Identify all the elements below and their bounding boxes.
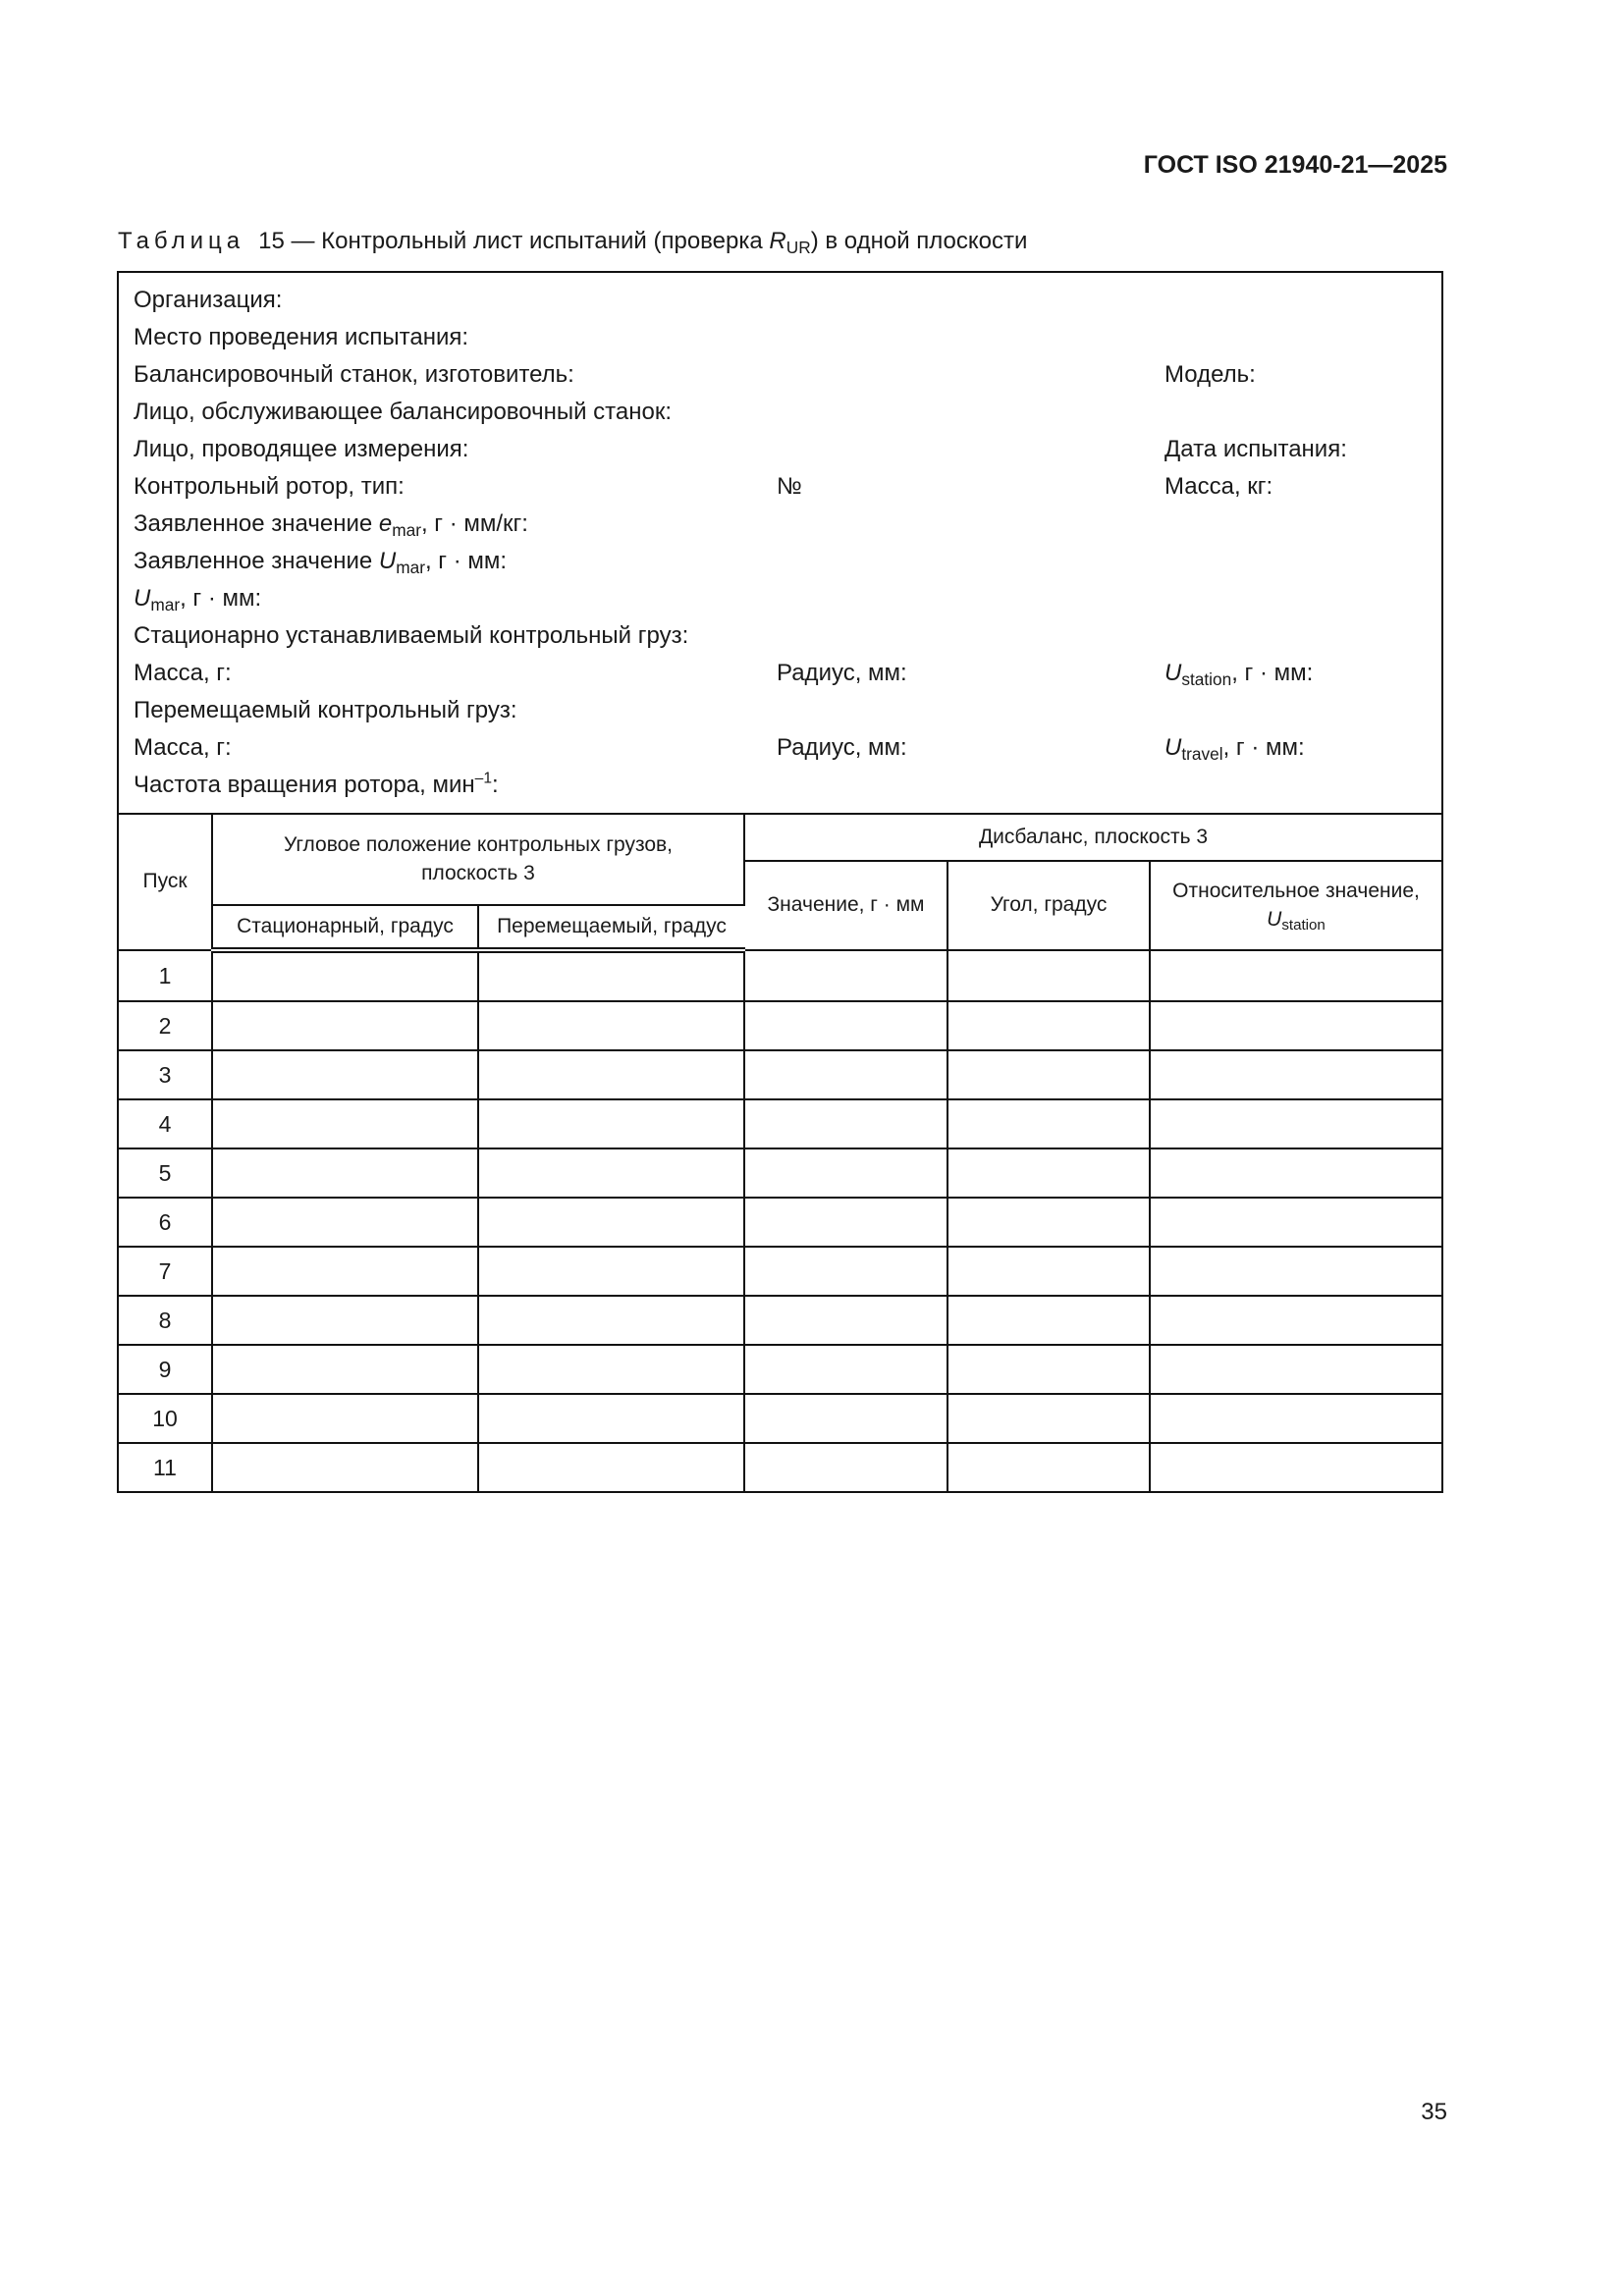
- document-id: ГОСТ ISO 21940-21—2025: [1143, 151, 1447, 179]
- emar-suffix: , г · мм/кг:: [420, 510, 528, 537]
- travel-angle-cell[interactable]: [478, 1198, 744, 1247]
- table-row: [119, 1198, 1441, 1247]
- test-checklist-form: [117, 271, 1443, 1493]
- umar-subscript: mar: [396, 557, 425, 577]
- info-row-rotor-speed: [134, 767, 1441, 804]
- speed-superscript: –1: [474, 770, 493, 787]
- ustation-subscript: station: [1181, 668, 1232, 689]
- stationary-mass-label: Масса, г:: [134, 660, 232, 686]
- travel-angle-cell[interactable]: [478, 1296, 744, 1345]
- caption-text-after: ) в одной плоскости: [810, 228, 1028, 254]
- utravel-symbol: U: [1164, 734, 1182, 761]
- travel-angle-cell[interactable]: [478, 950, 744, 1001]
- umar-suffix: , г · мм:: [424, 548, 508, 574]
- travel-radius-label: Радиус, мм:: [777, 734, 907, 761]
- info-row-umar: [134, 543, 1441, 580]
- unbalance-value-cell[interactable]: [744, 1198, 947, 1247]
- speed-suffix: :: [492, 772, 499, 798]
- unbalance-angle-cell[interactable]: [947, 1247, 1150, 1296]
- run-number-cell: 2: [119, 1001, 212, 1050]
- info-row-rotor: [134, 468, 1441, 506]
- emar-label: [134, 510, 528, 540]
- unbalance-value-cell[interactable]: [744, 1247, 947, 1296]
- info-row-organization: [134, 282, 1441, 319]
- table-row: [119, 1247, 1441, 1296]
- table-body: [119, 950, 1441, 1492]
- unbalance-value-cell[interactable]: [744, 1443, 947, 1492]
- unbalance-angle-cell[interactable]: [947, 1198, 1150, 1247]
- rotor-mass-label: Масса, кг:: [1164, 473, 1273, 500]
- relative-symbol: U: [1267, 907, 1282, 931]
- table-row: [119, 1296, 1441, 1345]
- header-angular-position: Угловое положение контрольных грузов, плоскость 3: [212, 814, 744, 905]
- run-number-cell: 10: [119, 1394, 212, 1443]
- header-value: Значение, г · мм: [744, 861, 947, 950]
- caption-symbol: R: [769, 228, 786, 254]
- relative-label: Относительное значение,: [1172, 880, 1420, 903]
- info-row-travel-weight: [134, 692, 1441, 729]
- unbalance-angle-cell[interactable]: [947, 1050, 1150, 1099]
- table-row: [119, 1345, 1441, 1394]
- unbalance-angle-cell[interactable]: [947, 1001, 1150, 1050]
- run-number-cell: 11: [119, 1443, 212, 1492]
- relative-value-cell[interactable]: [1150, 1345, 1441, 1394]
- stationary-angle-cell[interactable]: [212, 950, 478, 1001]
- header-unbalance: Дисбаланс, плоскость 3: [744, 814, 1441, 861]
- stationary-angle-cell[interactable]: [212, 1345, 478, 1394]
- umar-symbol: U: [378, 548, 397, 574]
- relative-subscript: station: [1281, 916, 1326, 934]
- measurer-label: Лицо, проводящее измерения:: [134, 436, 469, 462]
- umar-value-symbol: U: [134, 585, 151, 612]
- table-row: [119, 1394, 1441, 1443]
- travel-angle-cell[interactable]: [478, 1345, 744, 1394]
- utravel-label: [1164, 729, 1305, 767]
- relative-value-cell[interactable]: [1150, 1001, 1441, 1050]
- emar-prefix: Заявленное значение: [134, 510, 379, 537]
- page-number: 35: [1421, 2099, 1447, 2125]
- travel-angle-cell[interactable]: [478, 1001, 744, 1050]
- stationary-angle-cell[interactable]: [212, 1247, 478, 1296]
- relative-value-cell[interactable]: [1150, 1198, 1441, 1247]
- travel-angle-cell[interactable]: [478, 1099, 744, 1148]
- table-row: [119, 1099, 1441, 1148]
- unbalance-angle-cell[interactable]: [947, 1345, 1150, 1394]
- rotor-type-label: Контрольный ротор, тип:: [134, 473, 405, 500]
- info-row-travel-params: [134, 729, 1441, 767]
- emar-symbol: e: [378, 510, 393, 537]
- rotor-speed-label: [134, 772, 499, 798]
- run-number-cell: 4: [119, 1099, 212, 1148]
- header-run: Пуск: [119, 814, 212, 950]
- table-row: [119, 1443, 1441, 1492]
- table-row: [119, 1050, 1441, 1099]
- header-row-groups: [119, 814, 1441, 861]
- unbalance-value-cell[interactable]: [744, 1050, 947, 1099]
- unbalance-value-cell[interactable]: [744, 1099, 947, 1148]
- umar-value-suffix: , г · мм:: [180, 585, 262, 612]
- unbalance-angle-cell[interactable]: [947, 1099, 1150, 1148]
- unbalance-value-cell[interactable]: [744, 1148, 947, 1198]
- umar-value-label: [134, 585, 261, 612]
- travel-angle-cell[interactable]: [478, 1394, 744, 1443]
- machine-manufacturer-label: Балансировочный станок, изготовитель:: [134, 361, 574, 388]
- travel-mass-label: Масса, г:: [134, 734, 232, 761]
- relative-value-cell[interactable]: [1150, 950, 1441, 1001]
- caption-symbol-sub: UR: [785, 237, 811, 257]
- relative-value-cell[interactable]: [1150, 1247, 1441, 1296]
- unbalance-value-cell[interactable]: [744, 1345, 947, 1394]
- travel-weight-label: Перемещаемый контрольный груз:: [134, 697, 517, 723]
- relative-value-cell[interactable]: [1150, 1443, 1441, 1492]
- run-number-cell: 5: [119, 1148, 212, 1198]
- travel-angle-cell[interactable]: [478, 1443, 744, 1492]
- unbalance-value-cell[interactable]: [744, 1001, 947, 1050]
- emar-subscript: mar: [392, 519, 421, 540]
- ustation-label: [1164, 655, 1313, 692]
- relative-value-cell[interactable]: [1150, 1099, 1441, 1148]
- organization-label: Организация:: [134, 287, 283, 313]
- header-stationary: Стационарный, градус: [212, 905, 478, 950]
- stationary-angle-cell[interactable]: [212, 1001, 478, 1050]
- run-number-cell: 3: [119, 1050, 212, 1099]
- info-section: [119, 273, 1441, 813]
- travel-angle-cell[interactable]: [478, 1247, 744, 1296]
- table-caption: [118, 228, 1027, 255]
- header-travel: Перемещаемый, градус: [478, 905, 744, 950]
- info-row-umar-value: [134, 580, 1441, 617]
- run-number-cell: 9: [119, 1345, 212, 1394]
- table-row: [119, 1148, 1441, 1198]
- ustation-suffix: , г · мм:: [1231, 660, 1314, 686]
- stationary-angle-cell[interactable]: [212, 1198, 478, 1247]
- stationary-angle-cell[interactable]: [212, 1443, 478, 1492]
- info-row-machine: [134, 356, 1441, 394]
- table-row: [119, 1001, 1441, 1050]
- unbalance-angle-cell[interactable]: [947, 1443, 1150, 1492]
- travel-angle-cell[interactable]: [478, 1050, 744, 1099]
- info-row-measurer: [134, 431, 1441, 468]
- model-label: Модель:: [1164, 361, 1256, 388]
- unbalance-angle-cell[interactable]: [947, 1394, 1150, 1443]
- relative-value-cell[interactable]: [1150, 1050, 1441, 1099]
- run-number-cell: 1: [119, 950, 212, 1001]
- info-row-operator: [134, 394, 1441, 431]
- caption-prefix: Таблица: [118, 228, 245, 254]
- rotor-number-label: №: [777, 473, 802, 500]
- ustation-symbol: U: [1164, 660, 1182, 686]
- unbalance-angle-cell[interactable]: [947, 950, 1150, 1001]
- stationary-radius-label: Радиус, мм:: [777, 660, 907, 686]
- stationary-angle-cell[interactable]: [212, 1148, 478, 1198]
- umar-value-subscript: mar: [150, 594, 181, 614]
- run-number-cell: 7: [119, 1247, 212, 1296]
- relative-value-cell[interactable]: [1150, 1148, 1441, 1198]
- info-row-emar: [134, 506, 1441, 543]
- unbalance-value-cell[interactable]: [744, 1394, 947, 1443]
- stationary-angle-cell[interactable]: [212, 1296, 478, 1345]
- relative-value-cell[interactable]: [1150, 1394, 1441, 1443]
- unbalance-angle-cell[interactable]: [947, 1296, 1150, 1345]
- info-row-stationary-weight: [134, 617, 1441, 655]
- run-number-cell: 8: [119, 1296, 212, 1345]
- operator-label: Лицо, обслуживающее балансировочный станок:: [134, 399, 673, 425]
- table-row: [119, 950, 1441, 1001]
- info-row-stationary-params: [134, 655, 1441, 692]
- caption-text-before: 15 — Контрольный лист испытаний (проверка: [258, 228, 770, 254]
- test-site-label: Место проведения испытания:: [134, 324, 469, 350]
- unbalance-angle-cell[interactable]: [947, 1148, 1150, 1198]
- test-date-label: Дата испытания:: [1164, 436, 1347, 462]
- stationary-angle-cell[interactable]: [212, 1099, 478, 1148]
- stationary-angle-cell[interactable]: [212, 1050, 478, 1099]
- test-runs-table: [119, 813, 1441, 1493]
- run-number-cell: 6: [119, 1198, 212, 1247]
- unbalance-value-cell[interactable]: [744, 1296, 947, 1345]
- stationary-angle-cell[interactable]: [212, 1394, 478, 1443]
- info-row-test-site: [134, 319, 1441, 356]
- umar-prefix: Заявленное значение: [134, 548, 379, 574]
- header-relative: [1150, 861, 1441, 950]
- unbalance-value-cell[interactable]: [744, 950, 947, 1001]
- umar-label: [134, 548, 508, 577]
- stationary-weight-label: Стационарно устанавливаемый контрольный груз:: [134, 622, 689, 649]
- utravel-subscript: travel: [1181, 743, 1223, 764]
- speed-prefix: Частота вращения ротора, мин: [134, 772, 475, 798]
- travel-angle-cell[interactable]: [478, 1148, 744, 1198]
- header-angle: Угол, градус: [947, 861, 1150, 950]
- relative-value-cell[interactable]: [1150, 1296, 1441, 1345]
- utravel-suffix: , г · мм:: [1222, 734, 1305, 761]
